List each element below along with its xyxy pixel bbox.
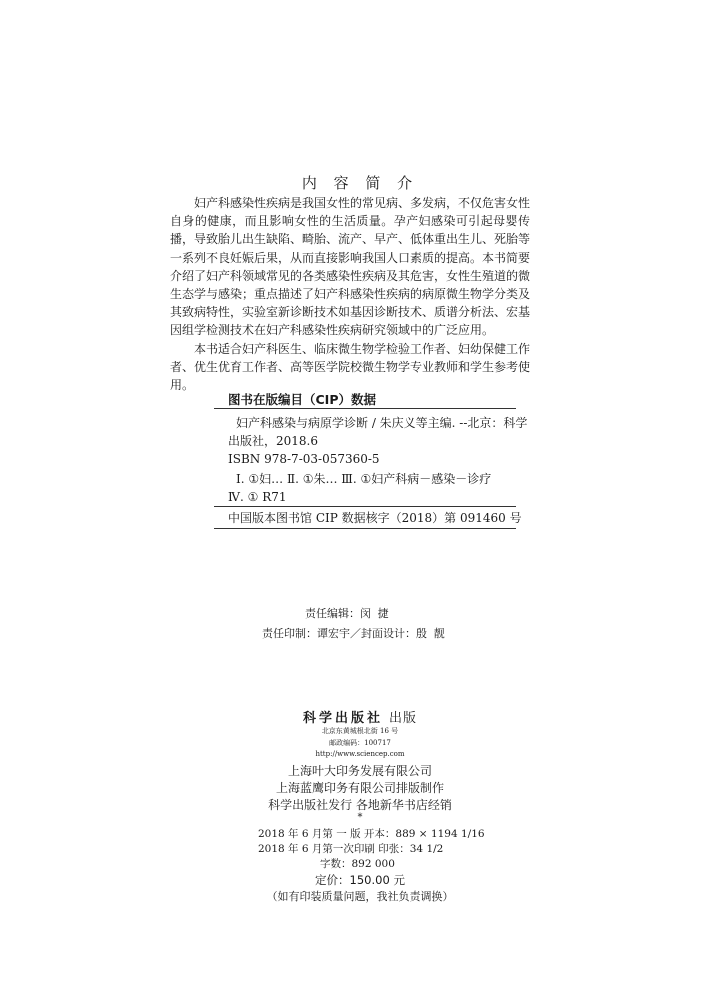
cip-line-title: 妇产科感染与病原学诊断 / 朱庆义等主编. --北京：科学 — [236, 416, 528, 430]
cip-mid-rule — [214, 506, 516, 507]
publisher-website: http://www.sciencep.com — [315, 750, 405, 758]
cip-heading: 图书在版编目（CIP）数据 — [228, 392, 376, 407]
word-count: 字数：892 000 — [320, 858, 395, 870]
distribution: 科学出版社发行 各地新华书店经销 — [268, 798, 452, 812]
cip-bottom-rule — [214, 528, 516, 529]
publisher-suffix: 出版 — [389, 711, 418, 726]
publisher-address: 北京东黄城根北街 16 号 — [321, 727, 399, 735]
publisher-name — [0, 707, 720, 726]
summary-body — [170, 194, 530, 394]
typesetter: 上海蓝鹰印务有限公司排版制作 — [275, 781, 444, 795]
cip-top-rule — [214, 408, 516, 409]
publisher-postcode: 邮政编码：100717 — [329, 739, 391, 747]
separator-asterisk: * — [357, 812, 363, 823]
printer: 上海叶大印务发展有限公司 — [287, 764, 432, 778]
printing-line: 2018 年 6 月第一次印刷 印张：34 1/2 — [258, 843, 444, 855]
cip-line-isbn: ISBN 978-7-03-057360-5 — [228, 452, 380, 466]
cip-line-record: 中国版本图书馆 CIP 数据核字（2018）第 091460 号 — [228, 511, 522, 525]
cip-line-class-code: Ⅳ. ① R71 — [228, 490, 287, 504]
cip-line-publisher: 出版社，2018.6 — [228, 434, 318, 448]
cip-line-classification: Ⅰ. ①妇… Ⅱ. ①朱… Ⅲ. ①妇产科病－感染－诊疗 — [236, 472, 492, 486]
credit-printing-design: 责任印制：谭宏宇／封面设计：殷 靓 — [262, 627, 445, 640]
edition-line: 2018 年 6 月第 一 版 开本：889 × 1194 1/16 — [258, 828, 485, 840]
quality-notice: （如有印装质量问题，我社负责调换） — [266, 890, 454, 903]
publisher-logo-text: 科学出版社 — [302, 711, 383, 726]
summary-paragraph-1: 妇产科感染性疾病是我国女性的常见病、多发病，不仅危害女性自身的健康，而且影响女性的生活质量。孕产妇感染可引起母婴传播，导致胎儿出生缺陷、畸胎、流产、早产、低体重出生儿、死胎等一系列不良妊娠后果，从而直接影响我国人口素质的提高。本书简要介绍了妇产科领域常见的各类感染性疾病及其危害，女性生殖道的微生态学与感染；重点描述了妇产科感染性疾病的病原微生物学分类及其致病特性，实验室新诊断技术如基因诊断技术、质谱分析法、宏基因组学检测技术在妇产科感染性疾病研究领域中的广泛应用。 — [170, 196, 531, 338]
credit-editor: 责任编辑：闵 捷 — [305, 607, 389, 620]
summary-paragraph-2: 本书适合妇产科医生、临床微生物学检验工作者、妇幼保健工作者、优生优育工作者、高等医学院校微生物学专业教师和学生参考使用。 — [170, 341, 531, 393]
summary-title: 内 容 简 介 — [301, 174, 419, 192]
price: 定价：150.00 元 — [315, 873, 405, 887]
